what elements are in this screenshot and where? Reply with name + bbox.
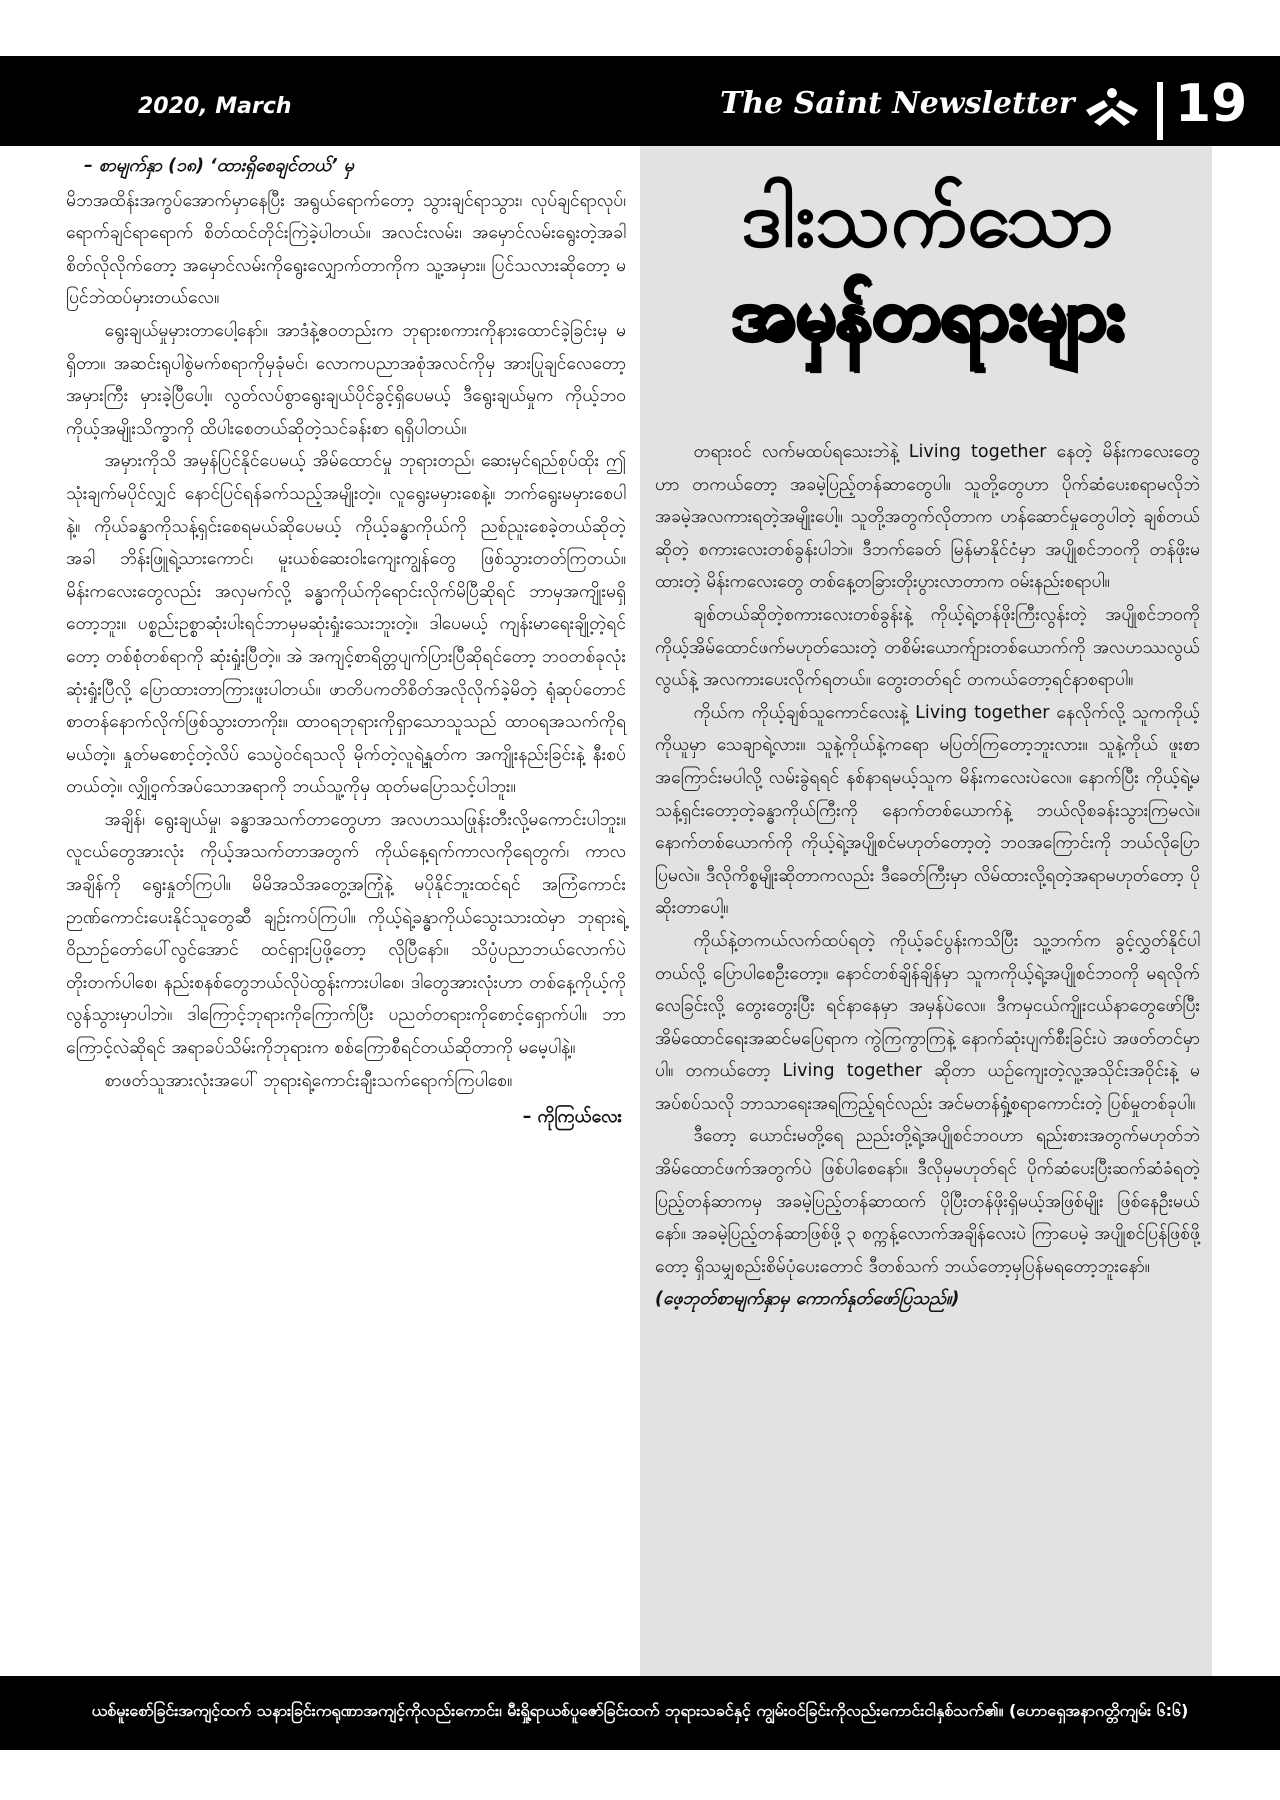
article-paragraph: အမှားကိုသိ အမှန်ပြင်နိုင်ပေမယ့် အိမ်ထောင်မှု ဘုရားတည်၊ ဆေးမှင်ရည်စုပ်ထိုး ဤသုံးချက်မပိုင်လျှင် နောင်ပြင်ရန်ခက်သည့်အမျိုးတဲ့။ လူရွေးမမှားစေနဲ့။ ဘက်ရွေးမမှားစေပါနဲ့။ ကိုယ်ခန္ဓာကိုသန့်ရှင်းစေရမယ်ဆိုပေမယ့် ကိုယ့်ခန္ဓာကိုယ်ကို ညစ်ညူးစေခဲ့တယ်ဆိုတဲ့အခါ ဘိန်းဖြူရဲ့သားကောင်၊ မူးယစ်ဆေးဝါးကျေးကျွန်တွေ ဖြစ်သွားတတ်ကြတယ်။ မိန်းကလေးတွေလည်း အလှမက်လို့ ခန္ဓာကိုယ်ကိုရောင်းလိုက်မိပြီဆိုရင် ဘာမှအကျိုးမရှိတော့ဘူး။ ပစ္စည်းဥစ္စာဆုံးပါးရင်ဘာမှမဆုံးရှုံးသေးဘူးတဲ့။ ဒါပေမယ့် ကျန်းမာရေးချို့တဲ့ရင်တော့ တစ်စုံတစ်ရာကို ဆုံးရှုံးပြီတဲ့။ အဲ အကျင့်စာရိတ္တပျက်ပြားပြီဆိုရင်တော့ ဘဝတစ်ခုလုံးဆုံးရှုံးပြီလို့ ပြောထားတာကြားဖူးပါတယ်။ ဖာတိပကတိစိတ်အလိုလိုက်ခဲ့မိတဲ့ ရုံဆုပ်တောင် စာတန်နောက်လိုက်ဖြစ်သွားတာကိုး။ ထာဝရဘုရားကိုရှာသောသူသည် ထာဝရအသက်ကိုရမယ်တဲ့။ နှုတ်မစောင့်တဲ့လိပ် သေပွဲဝင်ရသလို မိုက်တဲ့လူရဲ့နှုတ်က အကျိုးနည်းခြင်းနဲ့ နီးစပ်တယ်တဲ့။ လျှို့ဝှက်အပ်သောအရာကို ဘယ်သူ့ကိုမှ ထုတ်မပြောသင့်ပါဘူး။ — [66, 451, 626, 798]
feature-title — [645, 175, 1210, 355]
article-paragraph: ချစ်တယ်ဆိုတဲ့စကားလေးတစ်ခွန်းနဲ့ ကိုယ့်ရဲ့တန်ဖိုးကြီးလွန်းတဲ့ အပျိုစင်ဘဝကို ကိုယ့်အိမ်ထောင်ဖက်မဟုတ်သေးတဲ့ တစိမ်းယောက်ျားတစ်ယောက်ကို အလဟဿလွယ်လွယ်နဲ့ အလကားပေးလိုက်ရတယ်။ တွေးတတ်ရင် တကယ်တော့ရင်နာစရာပါ။ — [655, 604, 1200, 691]
article-paragraph: ကိုယ်နဲ့တကယ်လက်ထပ်ရတဲ့ ကိုယ့်ခင်ပွန်းကသိပြီး သူ့ဘက်က ခွင့်လွှတ်နိုင်ပါတယ်လို့ ပြောပါစေဦးတော့။ နောင်တစ်ချိန်ချိန်မှာ သူကကိုယ့်ရဲ့အပျိုစင်ဘဝကို မရလိုက်လေခြင်းလို့ တွေးတွေးပြီး ရင်နာနေမှာ အမှန်ပဲလေ။ ဒီကမှငယ်ကျိုးငယ်နာတွေဖော်ပြီး အိမ်ထောင်ရေးအဆင်မပြေရာက ကွဲကြကွာကြနဲ့ နောက်ဆုံးပျက်စီးခြင်းပဲ အဖတ်တင်မှာပါ။ တကယ်တော့ Living together ဆိုတာ ယဉ်ကျေးတဲ့လူ့အသိုင်းအဝိုင်းနဲ့ မအပ်စပ်သလို ဘာသာရေးအရကြည့်ရင်လည်း အင်မတန်ရှုံ့စရာကောင်းတဲ့ ပြစ်မှုတစ်ခုပါ။ — [655, 930, 1200, 1114]
feature-title-line1: ဒါးသက်သော — [741, 175, 1114, 265]
article-author: – ကိုကြယ်လေး — [522, 1107, 622, 1128]
page-header — [0, 56, 1280, 146]
right-article — [655, 436, 1200, 1316]
article-paragraph: ရွေးချယ်မှုမှားတာပေါ့နော်။ အာဒံနဲ့ဧဝတည်းက ဘုရားစကားကိုနားထောင်ခဲ့ခြင်းမှ မရှိတာ။ အဆင်းရုပါစွဲမက်စရာကိုမှခုံမင်၊ လောကပညာအစုံအလင်ကိုမှ အားပြုချင်လေတော့ အမှားကြီး မှားခဲ့ပြီပေါ့။ လွတ်လပ်စွာရွေးချယ်ပိုင်ခွင့်ရှိပေမယ့် ဒီရွေးချယ်မှုက ကိုယ့်ဘဝကိုယ့်အမျိုးသိက္ခာကို ထိပါးစေတယ်ဆိုတဲ့သင်ခန်းစာ ရရှိပါတယ်။ — [66, 320, 626, 439]
header-divider — [1157, 82, 1163, 140]
article-paragraph: ကိုယ်က ကိုယ့်ချစ်သူကောင်လေးနဲ့ Living together နေလိုက်လို့ သူကကိုယ့်ကိုယူမှာ သေချာရဲ့လား။ သူနဲ့ကိုယ်နဲ့ကရော မပြတ်ကြတော့ဘူးလား။ သူနဲ့ကိုယ် ဖူးစာအကြောင်းမပါလို့ လမ်းခွဲရရင် နစ်နာရမယ့်သူက မိန်းကလေးပဲလေ။ နောက်ပြီး ကိုယ့်ရဲ့မသန့်ရှင်းတော့တဲ့ခန္ဓာကိုယ်ကြီးကို နောက်တစ်ယောက်နဲ့ ဘယ်လိုစခန်းသွားကြမလဲ။ နောက်တစ်ယောက်ကို ကိုယ့်ရဲ့အပျိုစင်မဟုတ်တော့တဲ့ ဘဝအကြောင်းကို ဘယ်လိုပြောပြမလဲ။ ဒီလိုကိစ္စမျိုးဆိုတာကလည်း ဒီခေတ်ကြီးမှာ လိမ်ထားလို့ရတဲ့အရာမဟုတ်တော့ ပိုဆိုးတာပေါ့။ — [655, 702, 1200, 919]
newsletter-title: The Saint Newsletter — [720, 86, 1075, 121]
article-paragraph: မိဘအထိန်းအကွပ်အောက်မှာနေပြီး အရွယ်ရောက်တော့ သွားချင်ရာသွား၊ လုပ်ချင်ရာလုပ်၊ ရောက်ချင်ရာရောက် စိတ်ထင်တိုင်းကြဲခဲ့ပါတယ်။ အလင်းလမ်း၊ အမှောင်လမ်းရွေးတဲ့အခါ စိတ်လိုလိုက်တော့ အမှောင်လမ်းကိုရွေးလျှောက်တာကိုက သူ့အမှား။ ပြင်သလားဆိုတော့ မပြင်ဘဲထပ်မှားတယ်လေ။ — [66, 190, 626, 309]
page-footer — [0, 1676, 1280, 1750]
article-paragraph: အချိန်၊ ရွေးချယ်မှု၊ ခန္ဓာအသက်တာတွေဟာ အလဟဿဖြုန်းတီးလို့မကောင်းပါဘူး။ လူငယ်တွေအားလုံး ကိုယ့်အသက်တာအတွက် ကိုယ်နေ့ရက်ကာလကိုရေတွက်၊ ကာလအချိန်ကို ရွေးနှုတ်ကြပါ။ မိမိအသိအတွေ့အကြုံနဲ့ မပိုနိုင်ဘူးထင်ရင် အကြံကောင်းဉာဏ်ကောင်းပေးနိုင်သူတွေဆီ ချဉ်းကပ်ကြပါ။ ကိုယ့်ရဲ့ခန္ဓာကိုယ်သွေးသားထဲမှာ ဘုရားရဲ့ဝိညာဉ်တော်ပေါ်လွင်အောင် ထင်ရှားပြဖို့တော့ လိုပြီနော်။ သိပ္ပံပညာဘယ်လောက်ပဲတိုးတက်ပါစေ၊ နည်းစနစ်တွေဘယ်လိုပဲထွန်းကားပါစေ၊ ဒါတွေအားလုံးဟာ တစ်နေ့ကိုယ့်ကို လွန်သွားမှာပါဘဲ။ ဒါကြောင့်ဘုရားကိုကြောက်ပြီး ပညတ်တရားကိုစောင့်ရှောက်ပါ။ ဘာကြောင့်လဲဆိုရင် အရာခပ်သိမ်းကိုဘုရားက စစ်ကြောစီရင်တယ်ဆိုတာကို မမေ့ပါနဲ့။ — [66, 809, 626, 1059]
article-paragraph: ဒီတော့ ယောင်းမတို့ရေ ညည်းတို့ရဲ့အပျိုစင်ဘဝဟာ ရည်းစားအတွက်မဟုတ်ဘဲ အိမ်ထောင်ဖက်အတွက်ပဲ ဖြစ်ပါစေနော်။ ဒီလိုမှမဟုတ်ရင် ပိုက်ဆံပေးပြီးဆက်ဆံခံရတဲ့ ပြည့်တန်ဆာကမှ အခမဲ့ပြည့်တန်ဆာထက် ပိုပြီးတန်ဖိုးရှိမယ့်အဖြစ်မျိုး ဖြစ်နေဦးမယ်နော်။ အခမဲ့ပြည့်တန်ဆာဖြစ်ဖို့ ၃ စက္ကန့်လောက်အချိန်လေးပဲ ကြာပေမဲ့ အပျိုစင်ပြန်ဖြစ်ဖို့တော့ ရှိသမျှစည်းစိမ်ပုံပေးတောင် ဒီတစ်သက် ဘယ်တော့မှပြန်မရတော့ဘူးနော်။ — [655, 1126, 1200, 1277]
continued-from-note: – စာမျက်နှာ (၁၈) ‘ထားရှိစေချင်တယ်’ မှ — [84, 156, 354, 176]
article-paragraph: စာဖတ်သူအားလုံးအပေါ် ဘုရားရဲ့ကောင်းချီးသက်ရောက်ကြပါစေ။ — [104, 1070, 513, 1091]
page-number: 19 — [1175, 74, 1248, 134]
source-note: (ဖေ့ဘုတ်စာမျက်နှာမှ ကောက်နုတ်ဖော်ပြသည်။) — [655, 1289, 960, 1310]
saint-emblem-icon — [1082, 86, 1142, 130]
article-paragraph: တရားဝင် လက်မထပ်ရသေးဘဲနဲ့ Living together နေတဲ့ မိန်းကလေးတွေဟာ တကယ်တော့ အခမဲ့ပြည့်တန်ဆာတွေပါ။ သူတို့တွေဟာ ပိုက်ဆံပေးစရာမလိုဘဲ အခမဲ့အလကားရတဲ့အမျိုးပေါ့။ သူတို့အတွက်လိုတာက ဟန်ဆောင်မှုတွေပါတဲ့ ချစ်တယ်ဆိုတဲ့ စကားလေးတစ်ခွန်းပါဘဲ။ ဒီဘက်ခေတ် မြန်မာနိုင်ငံမှာ အပျိုစင်ဘဝကို တန်ဖိုးမထားတဲ့ မိန်းကလေးတွေ တစ်နေ့တခြားတိုးပွားလာတာက ဝမ်းနည်းစရာပါ။ — [655, 442, 1200, 593]
issue-date: 2020, March — [138, 94, 292, 119]
left-article — [66, 150, 626, 1134]
feature-title-line2: အမှန်တရားများ — [731, 272, 1124, 355]
footer-verse: ယစ်မူးစော်ခြင်းအကျင့်ထက် သနားခြင်းကရုဏာအကျင့်ကိုလည်းကောင်း၊ မီးရှို့ရာယစ်ပူဇော်ခြင်းထက် ဘုရားသခင်နှင့် ကျွမ်းဝင်ခြင်းကိုလည်းကောင်းငါနှစ်သက်၏။ (ဟောရှေအနာဂတ္တိကျမ်း ၆:၆) — [91, 1701, 1189, 1720]
